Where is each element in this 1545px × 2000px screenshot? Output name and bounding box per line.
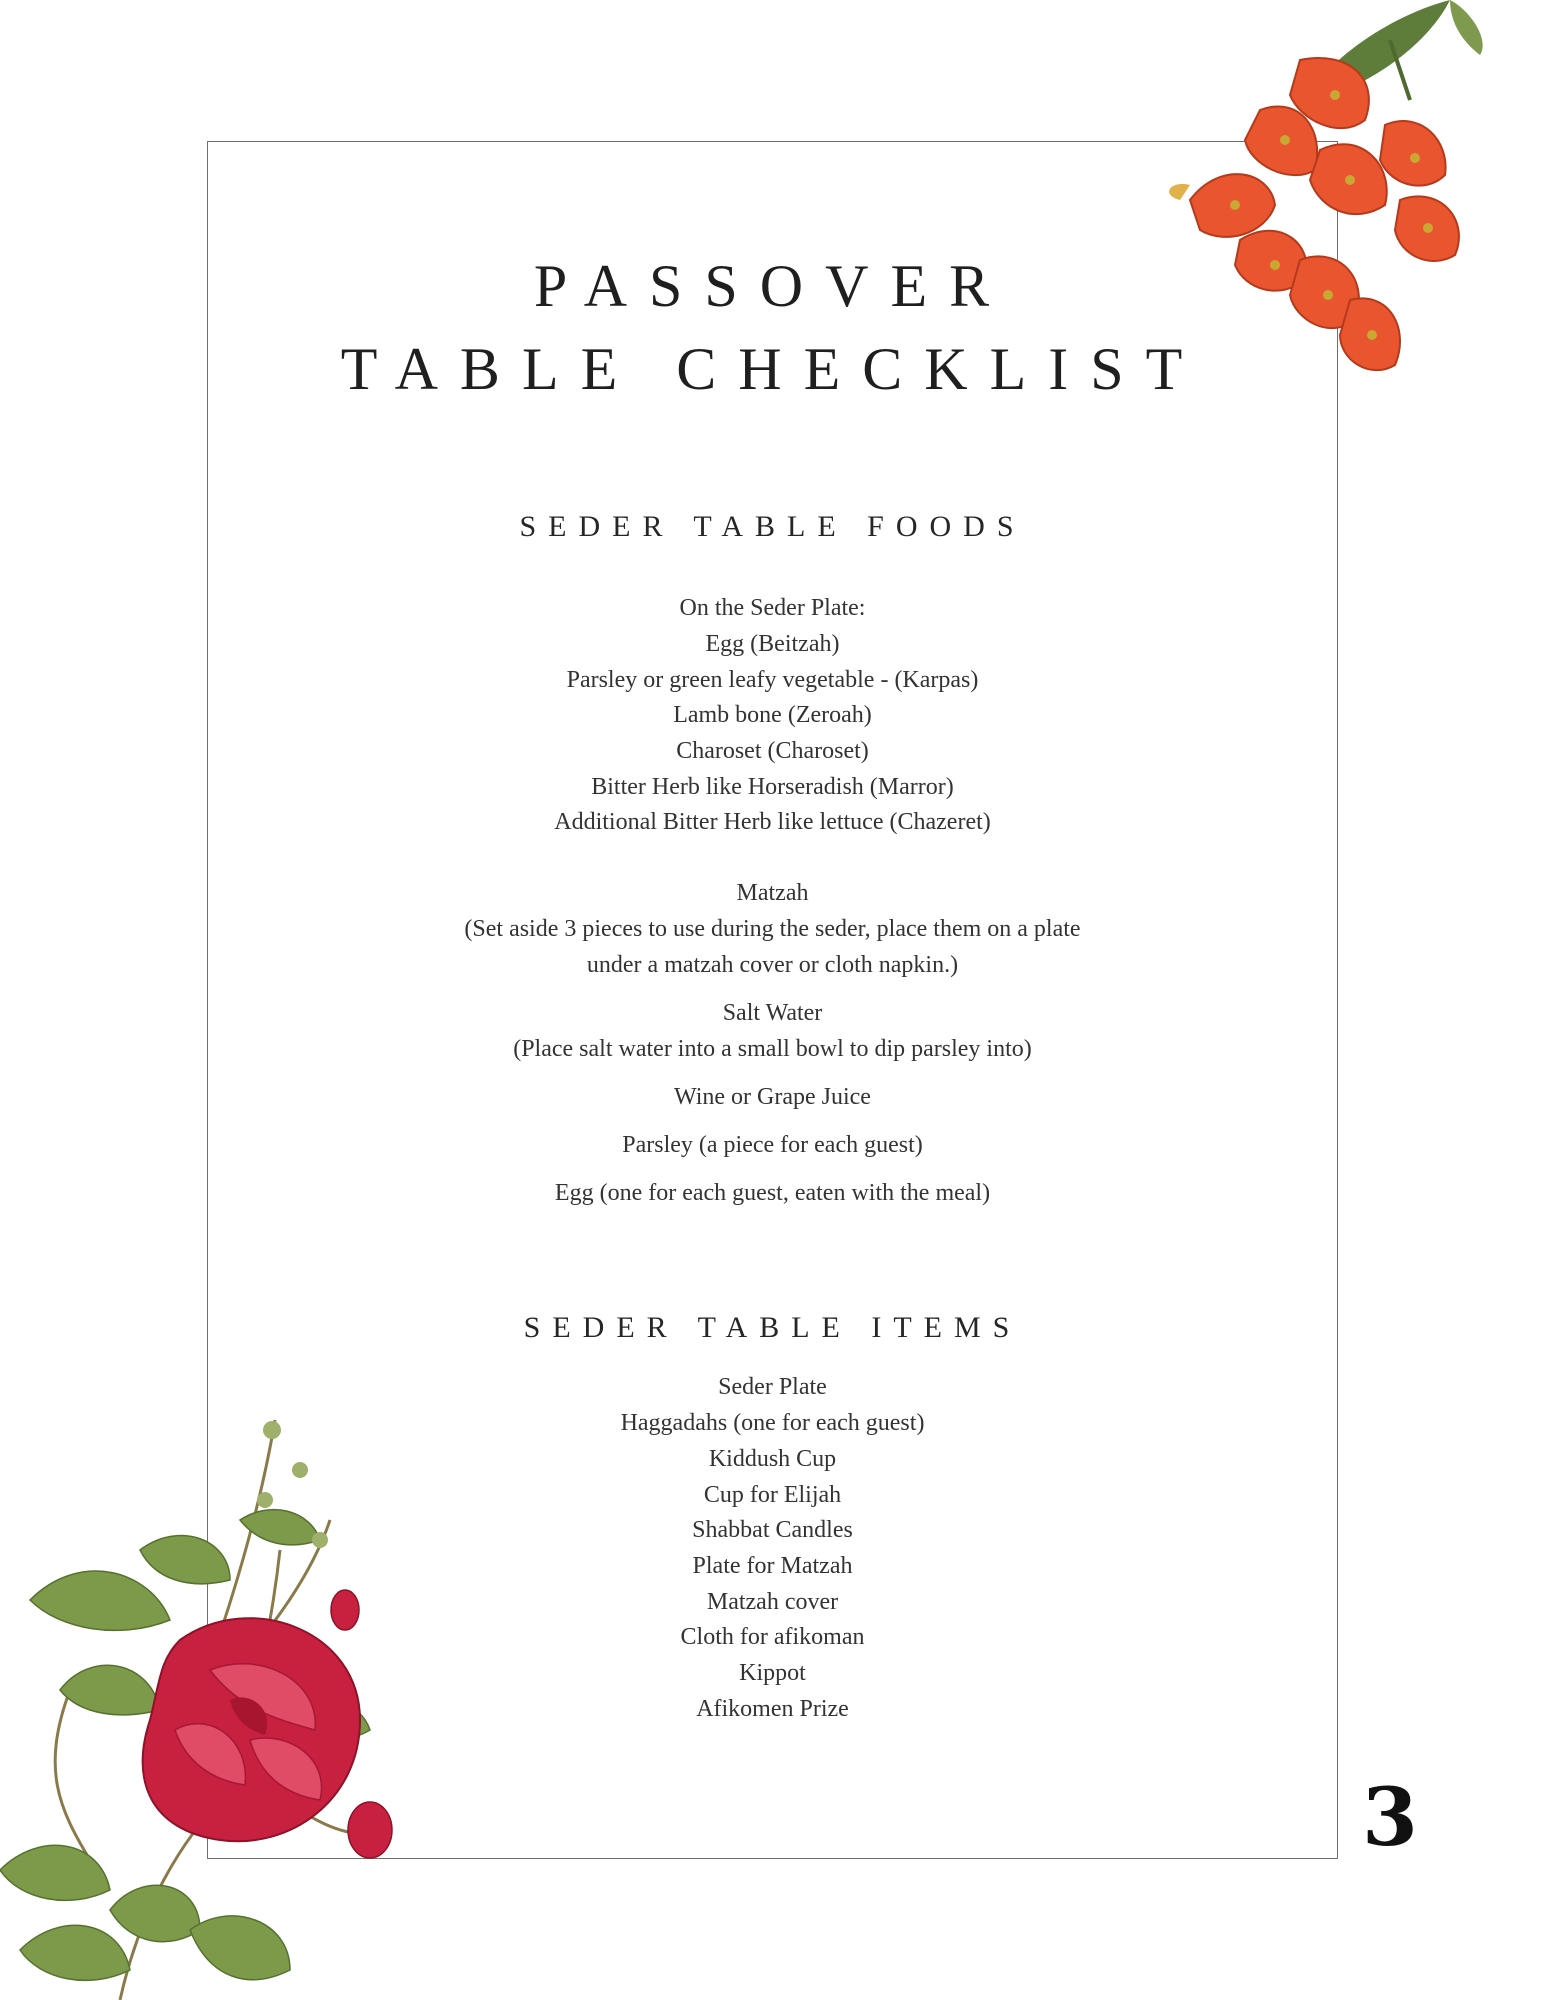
table-item: Shabbat Candles — [692, 1517, 853, 1543]
table-item: Kiddush Cup — [708, 1446, 837, 1472]
matzah-note-line-2: under a matzah cover or cloth napkin.) — [586, 952, 959, 978]
seder-plate-item: Parsley or green leafy vegetable - (Karpas) — [566, 667, 979, 693]
table-item: Plate for Matzah — [692, 1553, 853, 1579]
parsley-item: Parsley (a piece for each guest) — [622, 1132, 923, 1158]
orange-flower-cluster-illustration — [1150, 0, 1500, 380]
egg-item: Egg (one for each guest, eaten with the meal) — [554, 1180, 991, 1206]
table-item: Cup for Elijah — [703, 1482, 842, 1508]
seder-table-foods-heading: SEDER TABLE FOODS — [519, 510, 1026, 543]
table-item: Cloth for afikoman — [680, 1624, 865, 1650]
table-item: Haggadahs (one for each guest) — [620, 1410, 925, 1436]
seder-table-items-heading: SEDER TABLE ITEMS — [523, 1311, 1022, 1344]
page-title-line-2: TABLE CHECKLIST — [340, 336, 1205, 402]
seder-plate-item: Egg (Beitzah) — [705, 631, 840, 657]
seder-plate-label: On the Seder Plate: — [679, 595, 866, 621]
page-title-line-1: PASSOVER — [533, 253, 1012, 319]
salt-water-note: (Place salt water into a small bowl to dip parsley into) — [513, 1036, 1032, 1062]
wine-item: Wine or Grape Juice — [674, 1084, 871, 1110]
seder-plate-item: Bitter Herb like Horseradish (Marror) — [591, 774, 954, 800]
table-item: Afikomen Prize — [696, 1696, 849, 1722]
seder-plate-item: Additional Bitter Herb like lettuce (Chazeret) — [554, 809, 991, 835]
page-number: 3 — [1362, 1770, 1418, 1864]
salt-water-label: Salt Water — [722, 1000, 823, 1026]
table-item: Matzah cover — [706, 1589, 839, 1615]
seder-plate-item: Charoset (Charoset) — [676, 738, 869, 764]
matzah-label: Matzah — [736, 880, 809, 906]
table-item: Kippot — [739, 1660, 806, 1686]
table-item: Seder Plate — [718, 1374, 827, 1400]
seder-plate-item: Lamb bone (Zeroah) — [673, 702, 872, 728]
matzah-note-line-1: (Set aside 3 pieces to use during the seder, place them on a plate — [464, 916, 1081, 942]
